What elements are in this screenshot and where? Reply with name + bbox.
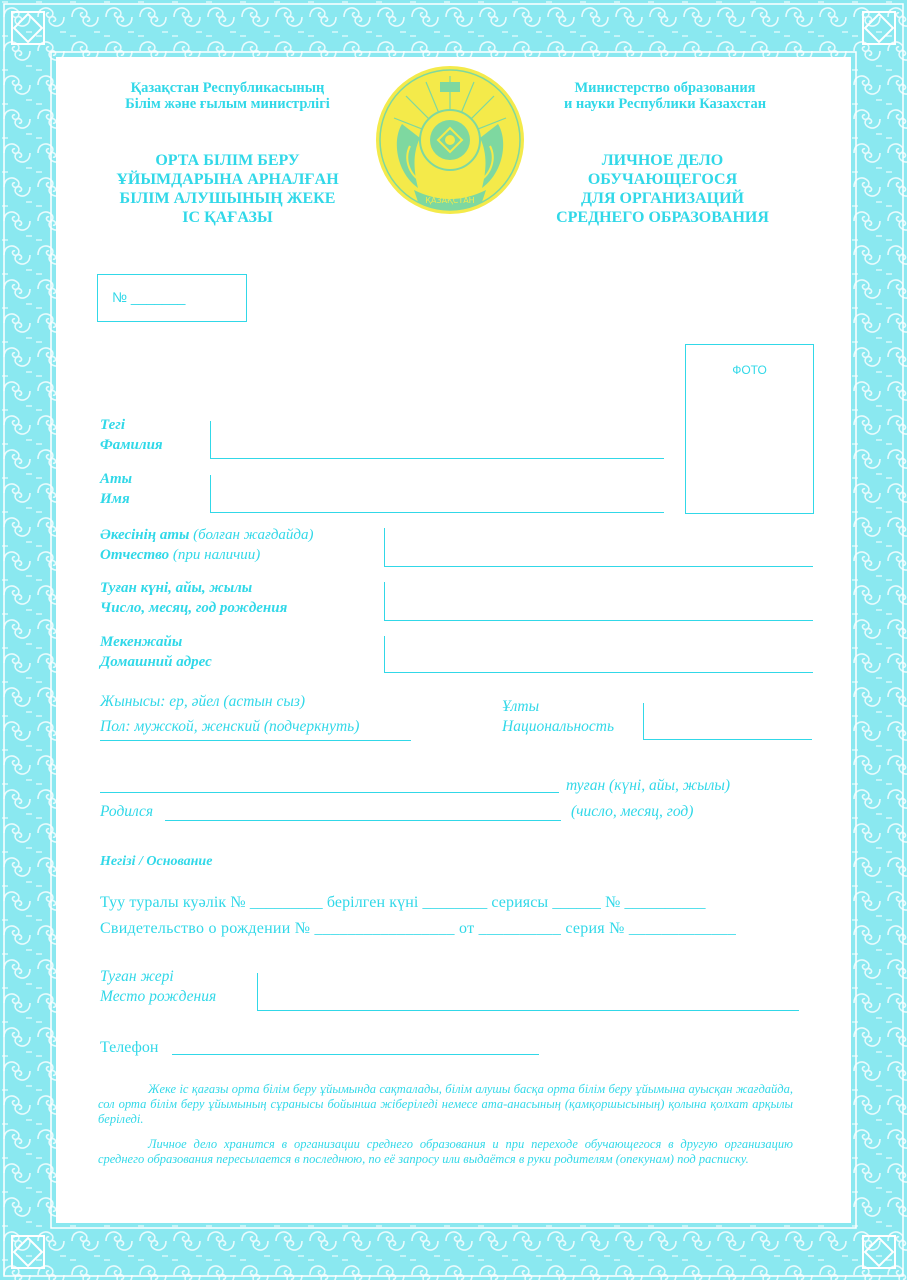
phone-field[interactable] — [172, 1054, 539, 1055]
phone-label: Телефон — [100, 1039, 159, 1056]
ministry-ru: Министерство образования и науки Республики Казахстан — [563, 80, 767, 112]
patronymic-field[interactable] — [384, 566, 813, 567]
gender-label-ru[interactable]: Пол: мужской, женский (подчеркнуть) — [100, 718, 360, 735]
surname-label: Тегі Фамилия — [100, 417, 163, 453]
birthdate-label: Туған күні, айы, жылы Число, месяц, год рождения — [100, 580, 288, 616]
gender-label-kz: Жынысы: ер, әйел (астын сыз) — [100, 693, 306, 710]
birthplace-field[interactable] — [257, 1010, 799, 1011]
divider — [384, 528, 385, 567]
surname-field[interactable] — [210, 458, 664, 459]
name-label: Аты Имя — [100, 471, 133, 507]
born-date-field[interactable] — [165, 820, 561, 821]
nationality-field[interactable] — [643, 739, 812, 740]
title-kz: ОРТА БІЛІМ БЕРУ ҰЙЫМДАРЫНА АРНАЛҒАН БІЛІМ АЛУШЫНЫҢ ЖЕКЕ ІС ҚАҒАЗЫ — [116, 152, 339, 226]
divider — [384, 636, 385, 673]
note-ru: Личное дело хранится в организации среднего образования и при переходе обучающегося в другую организацию среднего образования пересылается в последнюю, по её запросу или выдаётся в руки родителям (опекунам) под расписку. — [98, 1137, 793, 1166]
number-label: № _______ — [112, 289, 186, 305]
birthdate-field[interactable] — [384, 620, 813, 621]
address-label: Мекенжайы Домашний адрес — [100, 634, 212, 670]
photo-label: ФОТО — [732, 363, 767, 377]
state-emblem-icon — [374, 62, 526, 220]
address-field[interactable] — [384, 672, 813, 673]
born-ru-prefix: Родился — [100, 803, 154, 820]
born-ru-suffix: (число, месяц, год) — [571, 803, 694, 820]
divider — [210, 475, 211, 513]
divider — [257, 973, 258, 1011]
ministry-kz: Қазақстан Республикасының Білім және ғылым министрлігі — [125, 80, 330, 112]
nationality-label-ru: Национальность — [502, 718, 615, 735]
name-field[interactable] — [210, 512, 664, 513]
svg-text:ҚАЗАҚСТАН: ҚАЗАҚСТАН — [425, 196, 475, 205]
nationality-label-kz: Ұлты — [502, 698, 540, 715]
birth-certificate-ru[interactable]: Свидетельство о рождении № _________________ от __________ серия № _____________ — [100, 920, 737, 937]
birth-certificate-kz[interactable]: Туу туралы куәлік № _________ берілген күні ________ сериясы ______ № __________ — [100, 894, 706, 911]
divider — [210, 421, 211, 459]
divider — [384, 582, 385, 621]
title-ru: ЛИЧНОЕ ДЕЛО ОБУЧАЮЩЕГОСЯ ДЛЯ ОРГАНИЗАЦИЙ СРЕДНЕГО ОБРАЗОВАНИЯ — [556, 152, 769, 226]
birthplace-label: Туған жері Место рождения — [100, 968, 217, 1005]
note-kz: Жеке іс қағазы орта білім беру ұйымында сақталады, білім алушы басқа орта білім беру ұйымына ауысқан жағдайда, сол орта білім беру ұйымының сұранысы бойынша жіберіледі немесе ата-анасының (қамқоршысының) қолына қолхат арқылы беріледі. — [98, 1082, 793, 1126]
divider — [643, 703, 644, 739]
born-name-field[interactable] — [100, 792, 559, 793]
gender-underline — [100, 740, 411, 741]
born-kz-suffix: туған (күні, айы, жылы) — [566, 777, 731, 794]
patronymic-label: Әкесінің аты (болған жағдайда) Отчество (при наличии) — [100, 527, 314, 563]
basis-title: Негізі / Основание — [100, 854, 213, 869]
